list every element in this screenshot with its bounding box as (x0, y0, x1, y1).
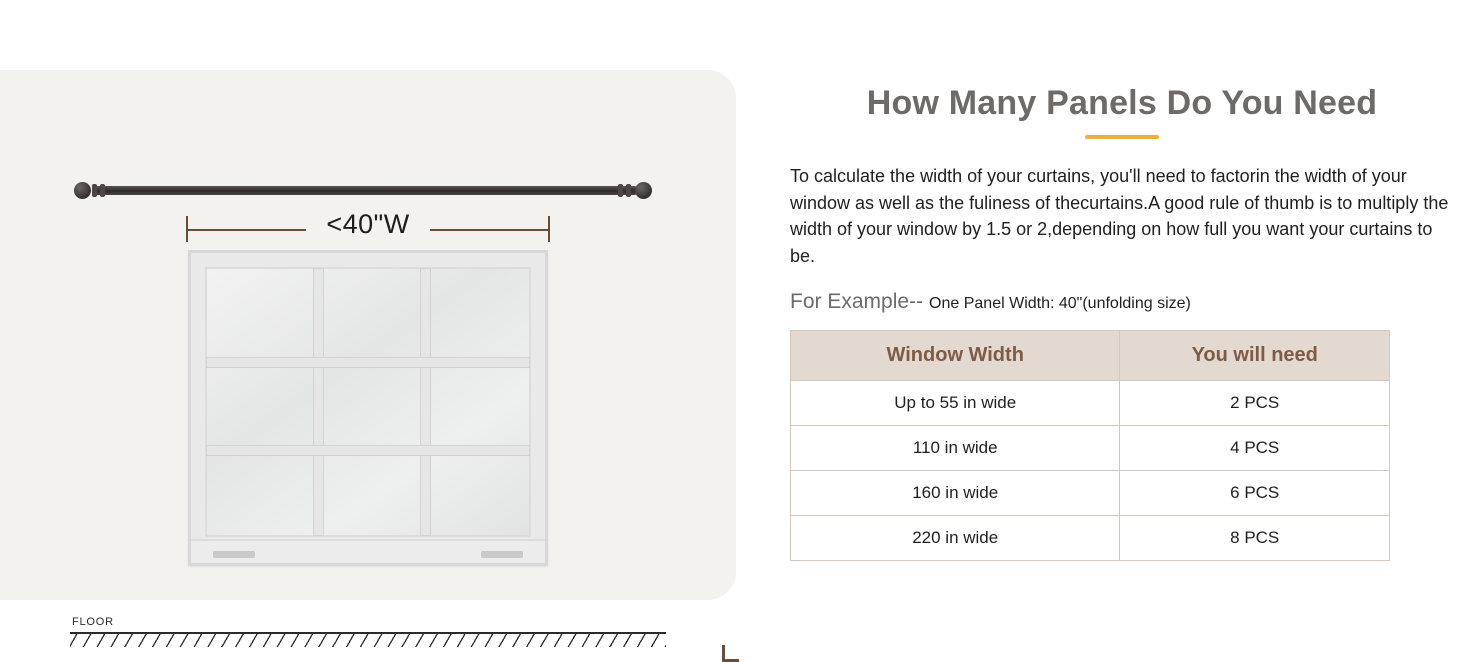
rod-ring (626, 184, 631, 197)
floor-hatching (70, 634, 666, 647)
table-row (791, 470, 1390, 515)
cell-panels-needed: 2 PCS (1120, 380, 1390, 425)
rod-finial-right (635, 182, 652, 199)
table-row (791, 515, 1390, 560)
window-glass (205, 267, 531, 537)
floor-label: FLOOR (72, 616, 114, 628)
table-row (791, 380, 1390, 425)
width-measurement (186, 209, 550, 250)
rod-ring (618, 184, 623, 197)
window-icon (188, 250, 548, 566)
cell-window-width: 110 in wide (791, 425, 1120, 470)
window-handle (213, 551, 255, 558)
window-mullion-vertical (421, 269, 430, 535)
cell-window-width: 220 in wide (791, 515, 1120, 560)
content-panel (780, 0, 1464, 600)
description-paragraph: To calculate the width of your curtains, you'll need to factorin the width of your window as well as the fuliness of thecurtains.A good rule of thumb is to multiply the width of your window by 1.5 or 2,depending on how full you want your curtains to be. (790, 166, 1449, 266)
table-header-row (791, 330, 1390, 380)
title-underline (1085, 135, 1159, 139)
corner-bracket-icon (722, 645, 739, 662)
rod-ring (92, 184, 97, 197)
window-sill (191, 539, 545, 563)
example-row (790, 290, 1454, 314)
rod-finial-left (74, 182, 91, 199)
illustration-panel (0, 70, 736, 628)
window-mullion-horizontal (207, 358, 529, 367)
page-title: How Many Panels Do You Need (866, 84, 1378, 122)
curtain-rod-icon (70, 182, 660, 198)
window-mullion-vertical (314, 269, 323, 535)
window-mullion-horizontal (207, 446, 529, 455)
panels-table (790, 330, 1390, 561)
cell-panels-needed: 8 PCS (1120, 515, 1390, 560)
table-row (791, 425, 1390, 470)
example-value: One Panel Width: 40"(unfolding size) (929, 294, 1191, 312)
rod-ring (100, 184, 105, 197)
cell-window-width: 160 in wide (791, 470, 1120, 515)
column-header-window-width: Window Width (791, 330, 1120, 380)
window-handle (481, 551, 523, 558)
cell-panels-needed: 4 PCS (1120, 425, 1390, 470)
measure-label: <40"W (326, 209, 410, 239)
cell-window-width: Up to 55 in wide (791, 380, 1120, 425)
cell-panels-needed: 6 PCS (1120, 470, 1390, 515)
example-label: For Example-- (790, 289, 924, 313)
column-header-you-will-need: You will need (1120, 330, 1390, 380)
rod-bar (92, 186, 638, 195)
